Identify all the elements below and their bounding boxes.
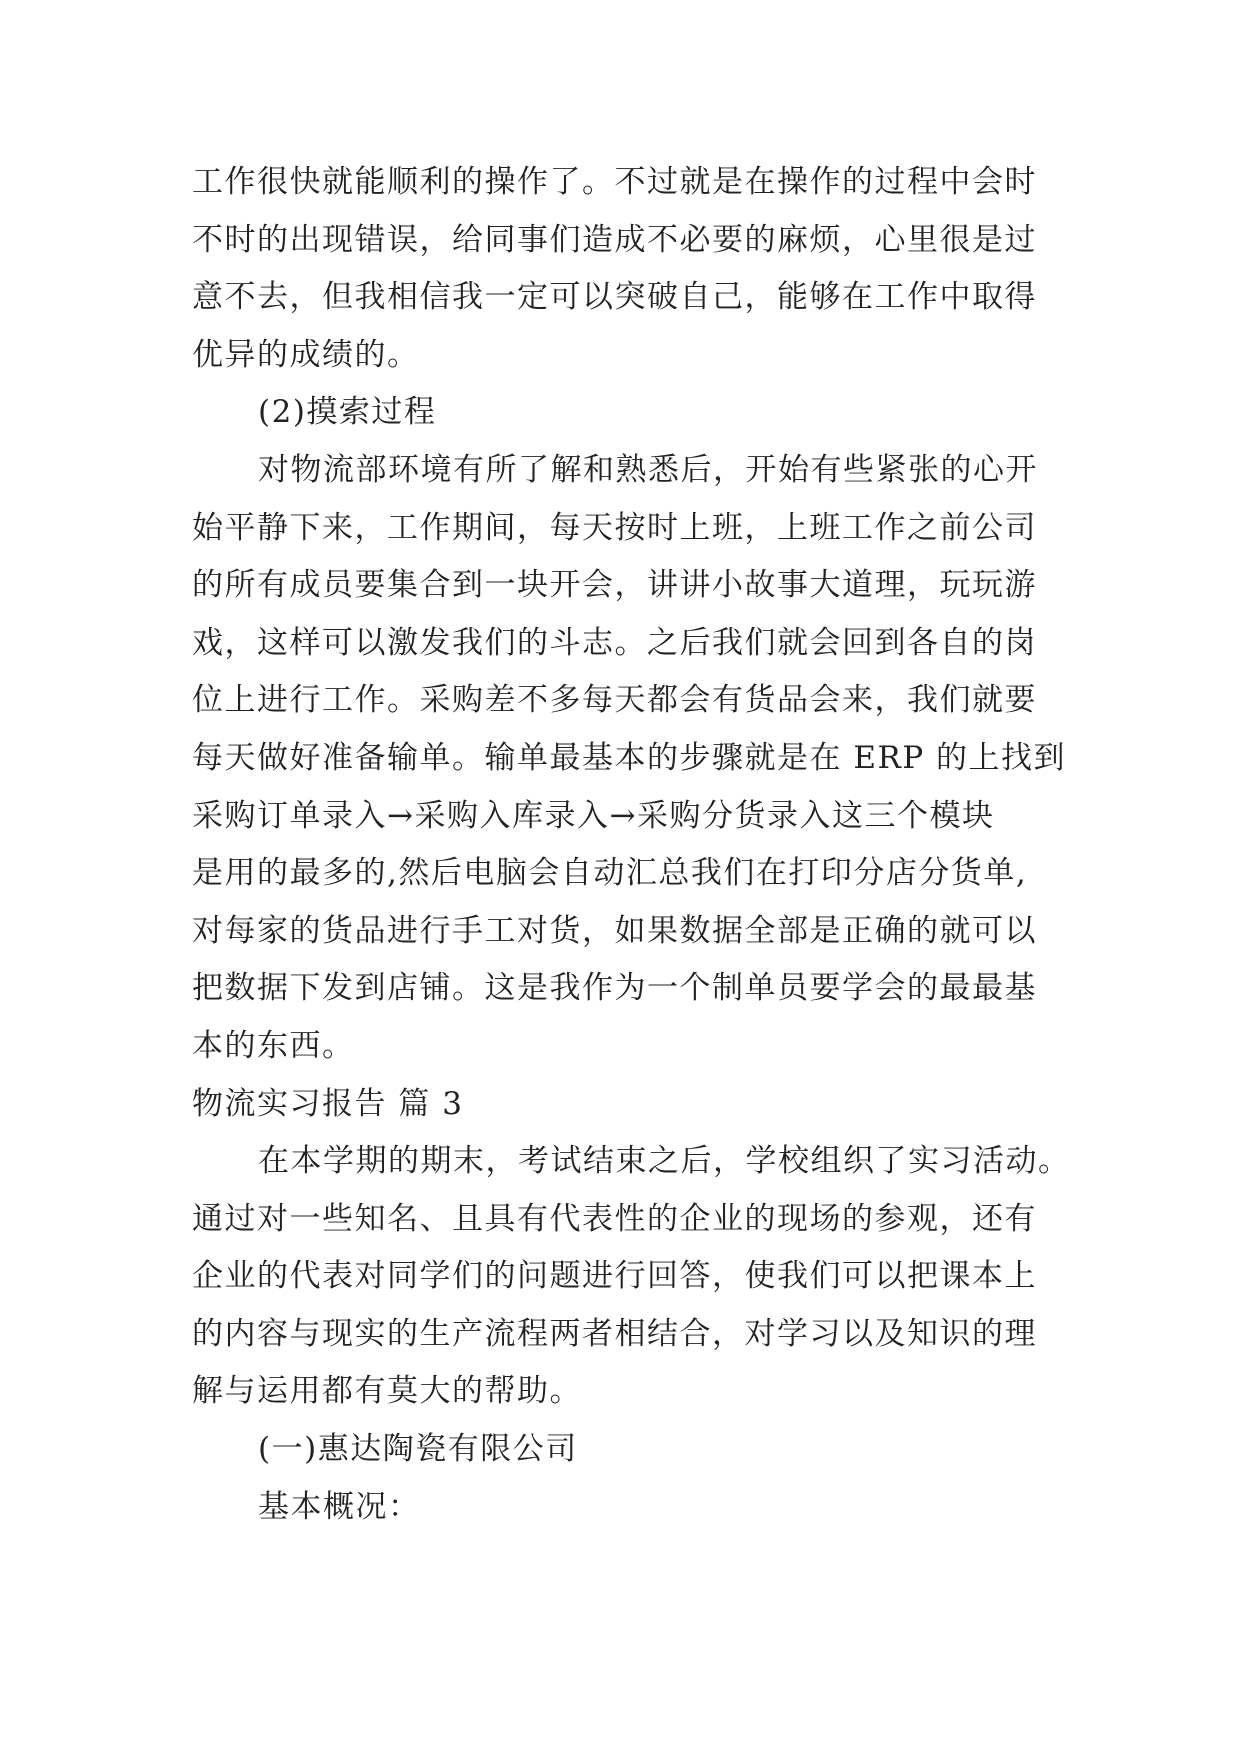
text-line: 解与运用都有莫大的帮助。 xyxy=(192,1373,582,1410)
text-line: 意不去，但我相信我一定可以突破自己，能够在工作中取得 xyxy=(192,279,1037,316)
section-heading: (一)惠达陶瓷有限公司 xyxy=(258,1431,578,1468)
text-line: 在本学期的期末，考试结束之后，学校组织了实习活动。 xyxy=(258,1143,1071,1180)
text-line: 优异的成绩的。 xyxy=(192,336,420,373)
text-line: 企业的代表对同学们的问题进行回答，使我们可以把课本上 xyxy=(192,1258,1037,1295)
text-line: 的所有成员要集合到一块开会，讲讲小故事大道理，玩玩游 xyxy=(192,567,1037,604)
text-line: 每天做好准备输单。输单最基本的步骤就是在 ERP 的上找到 xyxy=(192,739,1067,776)
section-heading: 基本概况： xyxy=(258,1488,421,1525)
text-line: 的内容与现实的生产流程两者相结合，对学习以及知识的理 xyxy=(192,1315,1037,1352)
text-line: 始平静下来，工作期间，每天按时上班，上班工作之前公司 xyxy=(192,509,1037,546)
document-body xyxy=(192,154,1071,1536)
text-line: 位上进行工作。采购差不多每天都会有货品会来，我们就要 xyxy=(192,682,1037,719)
text-line: 工作很快就能顺利的操作了。不过就是在操作的过程中会时 xyxy=(192,164,1037,200)
section-heading: (2)摸索过程 xyxy=(258,394,437,431)
text-line: 戏，这样可以激发我们的斗志。之后我们就会回到各自的岗 xyxy=(192,624,1037,661)
text-line: 对物流部环境有所了解和熟悉后，开始有些紧张的心开 xyxy=(258,451,1038,488)
text-line: 把数据下发到店铺。这是我作为一个制单员要学会的最最基 xyxy=(192,970,1037,1007)
article-title: 物流实习报告 篇 3 xyxy=(192,1085,464,1122)
text-line: 采购订单录入→采购入库录入→采购分货录入这三个模块 xyxy=(192,797,995,834)
text-line: 是用的最多的,然后电脑会自动汇总我们在打印分店分货单, xyxy=(192,855,1028,892)
text-line: 通过对一些知名、且具有代表性的企业的现场的参观，还有 xyxy=(192,1200,1037,1237)
text-line: 对每家的货品进行手工对货，如果数据全部是正确的就可以 xyxy=(192,912,1037,949)
text-line: 不时的出现错误，给同事们造成不必要的麻烦，心里很是过 xyxy=(192,221,1037,258)
text-line: 本的东西。 xyxy=(192,1027,355,1064)
